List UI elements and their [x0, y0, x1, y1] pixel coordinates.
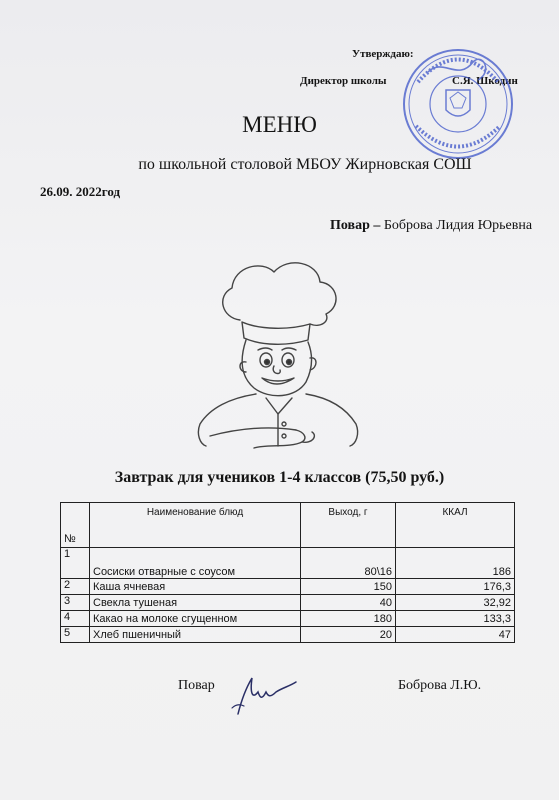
dish-name: Сосиски отварные с соусом — [90, 548, 301, 579]
dish-kcal: 133,3 — [396, 611, 515, 627]
table-row — [61, 579, 515, 595]
dish-output: 180 — [301, 611, 396, 627]
table-row — [61, 627, 515, 643]
row-number: 4 — [61, 611, 90, 627]
dish-output: 80\16 — [301, 548, 396, 579]
dish-output: 20 — [301, 627, 396, 643]
column-header-number: № — [61, 503, 90, 548]
menu-table — [60, 502, 515, 643]
dish-output: 150 — [301, 579, 396, 595]
dish-kcal: 47 — [396, 627, 515, 643]
column-header-kcal: ККАЛ — [396, 503, 515, 548]
page-subtitle: по школьной столовой МБОУ Жирновская СОШ — [138, 156, 472, 173]
table-header-row — [61, 503, 515, 548]
dish-output: 40 — [301, 595, 396, 611]
director-name: С.Я. Шкодин — [452, 75, 518, 87]
signature — [230, 668, 300, 720]
cook-label: Повар – — [330, 218, 381, 233]
menu-date: 26.09. 2022год — [40, 184, 121, 199]
row-number: 1 — [61, 548, 90, 579]
table-row — [61, 595, 515, 611]
column-header-dish: Наименование блюд — [90, 503, 301, 548]
table-row — [61, 611, 515, 627]
table-row — [61, 548, 515, 579]
director-label: Директор школы — [300, 75, 387, 87]
dish-kcal: 32,92 — [396, 595, 515, 611]
footer-cook-label: Повар — [178, 678, 215, 693]
chef-illustration — [170, 248, 375, 453]
dish-name: Свекла тушеная — [90, 595, 301, 611]
cook-line — [330, 218, 532, 234]
cook-name: Боброва Лидия Юрьевна — [380, 218, 533, 233]
column-header-output: Выход, г — [301, 503, 396, 548]
meal-title: Завтрак для учеников 1-4 классов (75,50 руб.) — [114, 469, 445, 486]
dish-name: Каша ячневая — [90, 579, 301, 595]
dish-name: Какао на молоке сгущенном — [90, 611, 301, 627]
row-number: 3 — [61, 595, 90, 611]
page-title: МЕНЮ — [242, 112, 317, 137]
footer-cook-name: Боброва Л.Ю. — [398, 678, 482, 693]
dish-kcal: 176,3 — [396, 579, 515, 595]
dish-kcal: 186 — [396, 548, 515, 579]
approval-label: Утверждаю: — [352, 48, 414, 60]
row-number: 2 — [61, 579, 90, 595]
school-stamp — [398, 42, 518, 162]
dish-name: Хлеб пшеничный — [90, 627, 301, 643]
row-number: 5 — [61, 627, 90, 643]
